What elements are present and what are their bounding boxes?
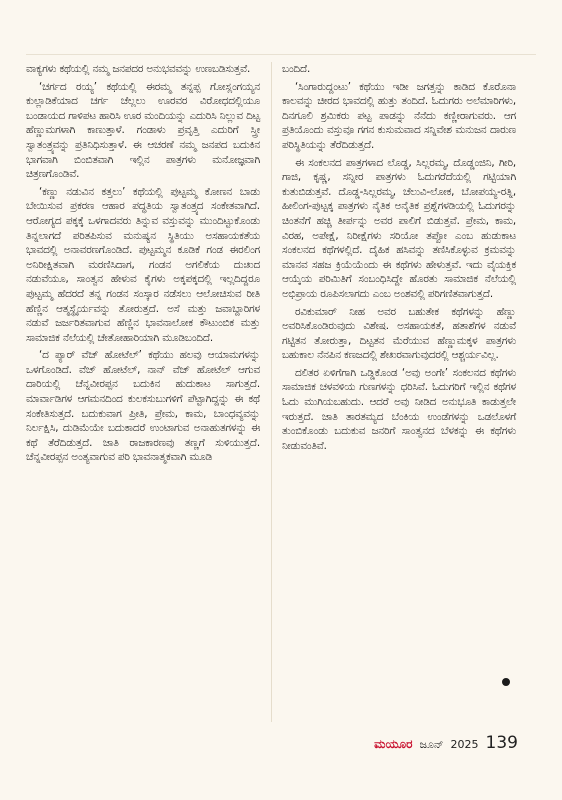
issue-year: 2025: [450, 738, 479, 751]
paragraph: ‘ದ ಪ್ಯಾರ್ ವೆಜ್ ಹೋಟೆಲ್’ ಕಥೆಯು ಹಲವು ಆಯಾಮಗಳನ್ನು ಒಳಗೊಂಡಿದೆ. ವೆಜ್ ಹೋಟೆಲ್, ನಾನ್ ವೆಜ್ ಹೋಟೆಲ್ ಆಗುವ ದಾರಿಯಲ್ಲಿ ಚೆನ್ನವೀರಪ್ಪನ ಬದುಕಿನ ಹುದುಕಾಟ ಸಾಗುತ್ತದೆ. ಮಾರ್ವಾಡಿಗಳ ಆಗಮನದಿಂದ ಕುಲಕಸುಬುಗಳಿಗೆ ಪೆಟ್ಟಾಗಿದ್ದನ್ನು ಈ ಕಥೆ ಸಂಕೇತಿಸುತ್ತದೆ. ಬದುಕುವಾಗ ಪ್ರೀತಿ, ಪ್ರೇಮ, ಕಾಮ, ಬಾಂಧವ್ಯವನ್ನು ನಿರ್ಲಕ್ಷಿಸಿ, ದುಡಿಮೆಯೇ ಬದುಕಾದರೆ ಉಂಟಾಗುವ ಅನಾಹುತಗಳನ್ನು ಈ ಕಥೆ ತೆರೆದಿಡುತ್ತದೆ. ಜಾತಿ ರಾಜಕಾರಣವು ತಣ್ಣಗೆ ಸುಳಿಯುತ್ತದೆ. ಚೆನ್ನವೀರಪ್ಪನ ಅಂತ್ಯವಾಗುವ ಪರಿ ಭಾವನಾತ್ಮಕವಾಗಿ ಮೂಡಿ: [26, 349, 260, 464]
paragraph: ರವಿಕುಮಾರ್ ನೀಹ ಅವರ ಬಹುತೇಕ ಕಥೆಗಳನ್ನು ಹೆಣ್ಣು ಅವರಿಸಿಕೊಂಡಿರುವುದು ವಿಶೇಷ. ಅಸಹಾಯಕತೆ, ಹತಾಶೆಗಳ ನಡುವೆ ಗಟ್ಟಿತನ ತೋರುತ್ತಾ, ದಿಟ್ಟತನ ಮೆರೆಯುವ ಹೆಣ್ಣುಮಕ್ಕಳ ಪಾತ್ರಗಳು ಬಹುಕಾಲ ನೆನಪಿನ ಕಣಜದಲ್ಲಿ ಶೇಖರವಾಗುವುದರಲ್ಲಿ ಆಶ್ಚರ್ಯವಿಲ್ಲ.: [282, 305, 516, 362]
magazine-brand: ಮಯೂರ: [374, 737, 413, 751]
paragraph: ‘ಕಣ್ಣು ನಡುವಿನ ಕತ್ತಲು’ ಕಥೆಯಲ್ಲಿ ಪುಟ್ಟಮ್ಮ ಕೋಣನ ಬಾಡು ಬೇಯಿಸುವ ಪ್ರಕರಣ ಆಹಾರ ಪದ್ಧತಿಯ ಸ್ವಾತಂತ್ರ್ಯದ ಸಂಕೇತವಾಗಿದೆ. ಆರೋಗ್ಯದ ಪಕ್ಕಕ್ಕೆ ಒಳಗಾದವರು ತಿನ್ನುವ ವಸ್ತುವನ್ನು ಮುಂದಿಟ್ಟುಕೊಂಡು ತಿನ್ನಲಾಗದೆ ಪರಿತಪಿಸುವ ಮನುಷ್ಯನ ಸ್ಥಿತಿಯು ಅಸಹಾಯಕತೆಯ ಭಾವದಲ್ಲಿ ಅನಾವರಣಗೊಂಡಿದೆ. ಪುಟ್ಟಮ್ಮನ ಕೂಡಿಕೆ ಗಂಡ ಈರಲಿಂಗ ಅನಿರೀಕ್ಷಿತವಾಗಿ ಮರಣಿಸಿದಾಗ, ಗಂಡನ ಅಗಲಿಕೆಯ ದುಃಖದ ನಡುವೆಯೂ, ಸಾಂತ್ವನ ಹೇಳುವ ಕೈಗಳು ಅಕ್ಕಪಕ್ಕದಲ್ಲಿ ಇಲ್ಲದಿದ್ದರೂ ಪುಟ್ಟಮ್ಮ ಹೆದರದೆ ತನ್ನ ಗಂಡನ ಸಂಸ್ಕಾರ ನಡೆಸಲು ಆಲೋಚಿಸುವ ರೀತಿ ಹೆಣ್ಣಿನ ಆತ್ಮಸ್ಥೈರ್ಯವನ್ನು ತೋರುತ್ತದೆ. ಅಸೆ ಮತ್ತು ಜವಾಬ್ದಾರಿಗಳ ನಡುವೆ ಜರ್ಜರಿತವಾಗುವ ಹೆಣ್ಣಿನ ಭಾವನಾಲೋಕ ಕೌಟುಂಬಿಕ ಮತ್ತು ಸಾಮಾಜಿಕ ನೆಲೆಯಲ್ಲಿ ಚೇತೋಹಾರಿಯಾಗಿ ಮೂಡಿಬಂದಿದೆ.: [26, 185, 260, 344]
top-rule: [26, 54, 536, 55]
right-column: [282, 62, 516, 453]
paragraph: ‘ಸಿಂಗಾರುದ್ದಂಟು’ ಕಥೆಯು ಇಡೀ ಜಗತ್ತನ್ನು ಕಾಡಿದ ಕೊರೊನಾ ಕಾಲವನ್ನು ಚೀರದ ಭಾವದಲ್ಲಿ ಹುತ್ತು ತಂದಿದೆ. ಓದುಗರು ಅಲೆಮಾರಿಗಳು, ದಿನಗೂಲಿ ಶ್ರಮಿಕರು ಪಟ್ಟ ಪಾಡನ್ನು ನೆನೆದು ಕಣ್ಣೀರಾಗುವರು. ಆಗ ಪ್ರತಿಯೊಂದು ವಸ್ತುವೂ ಗಗನ ಕುಸುಮವಾದ ಸನ್ನಿವೇಶ ಮನುಜನ ದಾರುಣ ಪರಿಸ್ಥಿತಿಯನ್ನು ತೆರೆದಿಡುತ್ತದೆ.: [282, 80, 516, 151]
column-divider: [271, 62, 272, 722]
issue-month: ಜೂನ್: [419, 738, 444, 751]
left-column: [26, 62, 260, 465]
paragraph: ‘ಚರ್ಗದ ರಯ್ಯ’ ಕಥೆಯಲ್ಲಿ ಈರಮ್ಮ ತನ್ನಪ್ಪ ಗೋಸ್ಲಂಗಯ್ಯನ ಕುಲ್ಲಾಡಿಕೆಯಾದ ಚರ್ಗ ಚೆಲ್ಲಲು ಊರವರ ವಿರೋಧದಲ್ಲಿಯೂ ಬಂಡಾಯದ ಗಾಳಿಪಟ ಹಾರಿಸಿ ಊರ ಮಂದಿಯನ್ನು ಎದುರಿಸಿ ನಿಲ್ಲುವ ದಿಟ್ಟ ಹೆಣ್ಣುಮಗಳಾಗಿ ಕಾಣುತ್ತಾಳೆ. ಗಂಡಾಳು ಪ್ರವೃತ್ತಿ ಎದುರಿಗೆ ಸ್ತ್ರೀ ಸ್ವಾತಂತ್ರ್ಯವನ್ನು ಪ್ರತಿನಿಧಿಸುತ್ತಾಳೆ. ಈ ಆಚರಣೆ ನಮ್ಮ ಜನಪದ ಬದುಕಿನ ಭಾಗವಾಗಿ ಬಿಂಬಿತವಾಗಿ ಇಲ್ಲಿನ ಪಾತ್ರಗಳು ಮನೋಜ್ಞವಾಗಿ ಚಿತ್ರಣಗೊಂಡಿವೆ.: [26, 80, 260, 181]
paragraph: ಈ ಸಂಕಲನದ ಪಾತ್ರಗಳಾದ ಲೊಡ್ಡ, ಸಿಲ್ಲರಮ್ಮ, ದೊಡ್ಡಂಜಿನಿ, ಗೀರಿ, ಗಾಜಿ, ಕೃಷ್ಣ, ಸನ್ನೀರ ಪಾತ್ರಗಳು ಓದುಗರೆದೆಯಲ್ಲಿ ಗಟ್ಟಿಯಾಗಿ ಕುತುಬಿಡುತ್ತವೆ. ದೊಡ್ಡ-ಸಿಲ್ಲರಮ್ಮ, ಚೆಲುವಿ-ಲೋಕ, ಬೋಪಯ್ಯ-ರತ್ನಿ, ಹೀಲಿಂಗ-ಪುಟ್ಟಕ್ಕ ಪಾತ್ರಗಳು ನೈತಿಕ ಅನೈತಿಕ ಪ್ರಶ್ನೆಗಳಡಿಯಲ್ಲಿ ಓದುಗರನ್ನು ಚಿಂತನೆಗೆ ಹಚ್ಚಿ ತೀರ್ಪನ್ನು ಅವರ ಪಾಲಿಗೆ ಬಿಡುತ್ತವೆ. ಪ್ರೇಮ, ಕಾಮ, ವಿರಹ, ಅಪೇಕ್ಷೆ, ನಿರೀಕ್ಷೆಗಳು ಸರಿಯೋ ತಪ್ಪೋ ಎಂಬ ಹುಡುಕಾಟ ಸಂಕಲನದ ಕಥೆಗಳಲ್ಲಿದೆ. ದೈಹಿಕ ಹಸಿವನ್ನು ತಣಿಸಿಕೊಳ್ಳುವ ಕ್ರಮವನ್ನು ಮಾನವ ಸಹಜ ಕ್ರಿಯೆಯೆಂದು ಈ ಕಥೆಗಳು ಹೇಳುತ್ತವೆ. ಇದು ವೈಯಕ್ತಿಕ ಆಯ್ಕೆಯ ಪರಿಮಿತಿಗೆ ಸಂಬಂಧಿಸಿದ್ದೇ ಹೊರತು ಸಾಮಾಜಿಕ ನೆಲೆಯಲ್ಲಿ ಅಭಿಪ್ರಾಯ ರೂಪಿಸಲಾಗದು ಎಂಬ ಅಂಶವಲ್ಲಿ ಪರಿಗಣಿತವಾಗುತ್ತದೆ.: [282, 156, 516, 300]
paragraph: ದಲಿತರ ಏಳಿಗೆಗಾಗಿ ಒಡ್ಡಿಕೊಂಡ ‘ಅವು ಅಂಗೇ’ ಸಂಕಲನದ ಕಥೆಗಳು ಸಾಮಾಜಿಕ ಚಳವಳಿಯ ಗುಣಗಳನ್ನು ಧರಿಸಿವೆ. ಓದುಗರಿಗೆ ಇಲ್ಲಿನ ಕಥೆಗಳ ಓದು ಮುಗಿಯಬಹುದು. ಆದರೆ ಅವು ನೀಡಿದ ಅನುಭೂತಿ ಕಾಡುತ್ತಲೇ ಇರುತ್ತದೆ. ಜಾತಿ ತಾರತಮ್ಯದ ಬೆಂಕಿಯ ಉಂಡೆಗಳನ್ನು ಒಡಲೊಳಗೆ ತುಂಬಿಕೊಂಡು ಬದುಕುವ ಜನರಿಗೆ ಸಾಂತ್ವನದ ಬೆಳಕನ್ನು ಈ ಕಥೆಗಳು ನೀಡುವಂತಿವೆ.: [282, 366, 516, 452]
paragraph: ವಾಕ್ಯಗಳು ಕಥೆಯಲ್ಲಿ ನಮ್ಮ ಜನಪದರ ಅನುಭವವನ್ನು ಉಣಬಡಿಸುತ್ತವೆ.: [26, 63, 251, 75]
paragraph: ಬಂದಿದೆ.: [282, 63, 311, 75]
end-of-article-bullet-icon: [502, 678, 510, 686]
page-number: 139: [485, 733, 518, 753]
page-footer: [374, 733, 518, 757]
